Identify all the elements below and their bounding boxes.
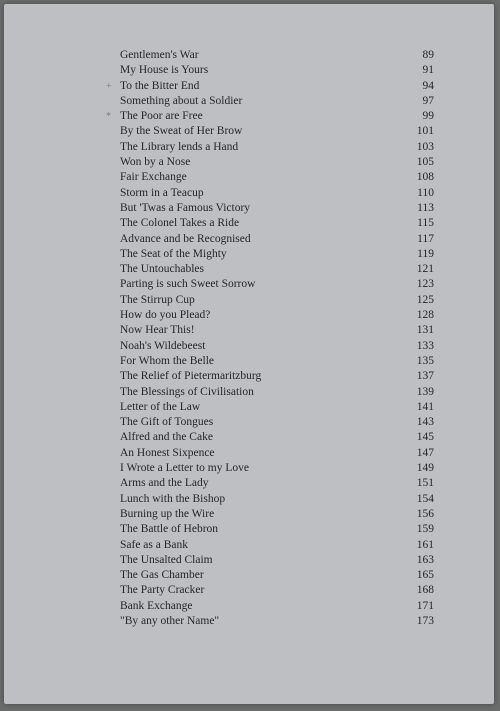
toc-entry-page-number: 149 bbox=[416, 462, 434, 475]
toc-entry-page-number: 133 bbox=[416, 339, 434, 352]
toc-entry-title: The Stirrup Cup bbox=[120, 293, 195, 306]
toc-entry-page-number: 137 bbox=[416, 370, 434, 383]
toc-entry bbox=[4, 492, 494, 507]
toc-entry bbox=[4, 538, 494, 553]
toc-entry-page-number: 159 bbox=[416, 523, 434, 536]
toc-entry-page-number: 97 bbox=[422, 94, 434, 107]
toc-entry-title: Something about a Soldier bbox=[120, 94, 243, 107]
toc-entry-page-number: 165 bbox=[416, 569, 434, 582]
toc-entry-page-number: 117 bbox=[417, 232, 434, 245]
toc-entry-title: But 'Twas a Famous Victory bbox=[120, 201, 251, 214]
toc-entry bbox=[4, 232, 494, 247]
toc-entry bbox=[4, 48, 494, 63]
toc-entry-title: Storm in a Teacup bbox=[120, 186, 204, 199]
toc-entry-title: The Seat of the Mighty bbox=[120, 247, 227, 260]
toc-entry bbox=[4, 63, 494, 78]
toc-entry-page-number: 110 bbox=[417, 186, 434, 199]
toc-entry bbox=[4, 155, 494, 170]
toc-entry bbox=[4, 599, 494, 614]
toc-entry-title: How do you Plead? bbox=[120, 309, 211, 322]
toc-entry bbox=[4, 201, 494, 216]
toc-entry-title: Fair Exchange bbox=[120, 171, 187, 184]
toc-entry-title: The Battle of Hebron bbox=[120, 523, 219, 536]
toc-entry-title: The Gas Chamber bbox=[120, 569, 204, 582]
toc-entry-title: The Colonel Takes a Ride bbox=[120, 217, 240, 230]
pencil-mark: * bbox=[106, 111, 111, 123]
toc-entry-title: By the Sweat of Her Brow bbox=[120, 125, 243, 138]
toc-entry-title: Parting is such Sweet Sorrow bbox=[120, 278, 256, 291]
toc-entry-page-number: 143 bbox=[416, 416, 434, 429]
toc-entry-page-number: 115 bbox=[417, 217, 434, 230]
toc-entry-title: To the Bitter End bbox=[120, 79, 200, 92]
toc-entry-page-number: 105 bbox=[416, 156, 434, 169]
toc-entry bbox=[4, 400, 494, 415]
toc-entry-page-number: 173 bbox=[416, 614, 434, 627]
toc-entry-title: The Gift of Tongues bbox=[120, 416, 214, 429]
toc-entry-title: "By any other Name" bbox=[120, 614, 220, 627]
toc-entry bbox=[4, 415, 494, 430]
toc-entry-page-number: 154 bbox=[416, 492, 434, 505]
toc-entry-page-number: 156 bbox=[416, 507, 434, 520]
toc-entry bbox=[4, 308, 494, 323]
toc-entry-page-number: 145 bbox=[416, 431, 434, 444]
toc-entry bbox=[4, 369, 494, 384]
toc-entry bbox=[4, 94, 494, 109]
toc-entry bbox=[4, 262, 494, 277]
toc-entry bbox=[4, 277, 494, 292]
toc-entry bbox=[4, 385, 494, 400]
toc-entry-page-number: 113 bbox=[417, 201, 434, 214]
toc-entry bbox=[4, 323, 494, 338]
toc-entry-title: Gentlemen's War bbox=[120, 49, 199, 61]
toc-entry bbox=[4, 109, 494, 124]
toc-entry-page-number: 121 bbox=[416, 263, 434, 276]
toc-entry-title: The Blessings of Civilisation bbox=[120, 385, 254, 398]
toc-entry-page-number: 128 bbox=[416, 309, 434, 322]
toc-entry-page-number: 151 bbox=[416, 477, 434, 490]
toc-entry-page-number: 168 bbox=[416, 584, 434, 597]
toc-entry bbox=[4, 354, 494, 369]
toc-entry-page-number: 103 bbox=[416, 140, 434, 153]
toc-entry-title: Now Hear This! bbox=[120, 324, 195, 337]
toc-entry bbox=[4, 614, 494, 629]
toc-entry bbox=[4, 522, 494, 537]
toc-entry-page-number: 119 bbox=[417, 247, 434, 260]
toc-entry bbox=[4, 461, 494, 476]
toc-entry bbox=[4, 507, 494, 522]
toc-entry-title: The Relief of Pietermaritzburg bbox=[120, 370, 262, 383]
toc-entry-page-number: 163 bbox=[416, 553, 434, 566]
toc-entry-page-number: 125 bbox=[416, 293, 434, 306]
toc-entry bbox=[4, 293, 494, 308]
toc-entry-page-number: 108 bbox=[416, 171, 434, 184]
toc-entry-title: The Poor are Free bbox=[120, 110, 203, 123]
toc-entry bbox=[4, 553, 494, 568]
toc-entry-page-number: 141 bbox=[416, 400, 434, 413]
book-page bbox=[4, 4, 494, 704]
toc-entry-title: My House is Yours bbox=[120, 64, 209, 77]
toc-entry-page-number: 99 bbox=[422, 110, 434, 123]
toc-entry-page-number: 147 bbox=[416, 446, 434, 459]
toc-entry-title: Arms and the Lady bbox=[120, 477, 209, 490]
toc-entry-title: The Party Cracker bbox=[120, 584, 205, 597]
table-of-contents bbox=[4, 48, 494, 629]
toc-entry bbox=[4, 140, 494, 155]
toc-entry bbox=[4, 124, 494, 139]
toc-entry-title: For Whom the Belle bbox=[120, 354, 215, 367]
toc-entry-page-number: 139 bbox=[416, 385, 434, 398]
toc-entry-page-number: 171 bbox=[416, 599, 434, 612]
toc-entry bbox=[4, 430, 494, 445]
toc-entry bbox=[4, 583, 494, 598]
toc-entry-title: Advance and be Recognised bbox=[120, 232, 251, 245]
toc-entry-title: Noah's Wildebeest bbox=[120, 339, 206, 352]
pencil-mark: + bbox=[106, 80, 112, 92]
toc-entry-page-number: 94 bbox=[422, 79, 434, 92]
toc-entry-title: Burning up the Wire bbox=[120, 507, 215, 520]
toc-entry-title: Alfred and the Cake bbox=[120, 431, 213, 444]
toc-entry-title: The Unsalted Claim bbox=[120, 553, 213, 566]
toc-entry-page-number: 89 bbox=[422, 49, 434, 61]
toc-entry bbox=[4, 446, 494, 461]
toc-entry-page-number: 131 bbox=[416, 324, 434, 337]
toc-entry bbox=[4, 247, 494, 262]
toc-entry bbox=[4, 170, 494, 185]
toc-entry bbox=[4, 216, 494, 231]
toc-entry-title: I Wrote a Letter to my Love bbox=[120, 462, 249, 475]
toc-entry-title: Letter of the Law bbox=[120, 400, 201, 413]
toc-entry-title: Bank Exchange bbox=[120, 599, 193, 612]
toc-entry-page-number: 101 bbox=[416, 125, 434, 138]
toc-entry-page-number: 135 bbox=[416, 354, 434, 367]
toc-entry-title: The Library lends a Hand bbox=[120, 140, 239, 153]
toc-entry bbox=[4, 339, 494, 354]
toc-entry bbox=[4, 79, 494, 94]
toc-entry-title: Safe as a Bank bbox=[120, 538, 189, 551]
toc-entry bbox=[4, 186, 494, 201]
toc-entry-title: The Untouchables bbox=[120, 263, 204, 276]
toc-entry bbox=[4, 476, 494, 491]
toc-entry-title: An Honest Sixpence bbox=[120, 446, 215, 459]
toc-entry-page-number: 91 bbox=[422, 64, 434, 77]
toc-entry-page-number: 161 bbox=[416, 538, 434, 551]
toc-entry-title: Won by a Nose bbox=[120, 156, 191, 169]
toc-entry bbox=[4, 568, 494, 583]
toc-entry-page-number: 123 bbox=[416, 278, 434, 291]
toc-entry-title: Lunch with the Bishop bbox=[120, 492, 226, 505]
